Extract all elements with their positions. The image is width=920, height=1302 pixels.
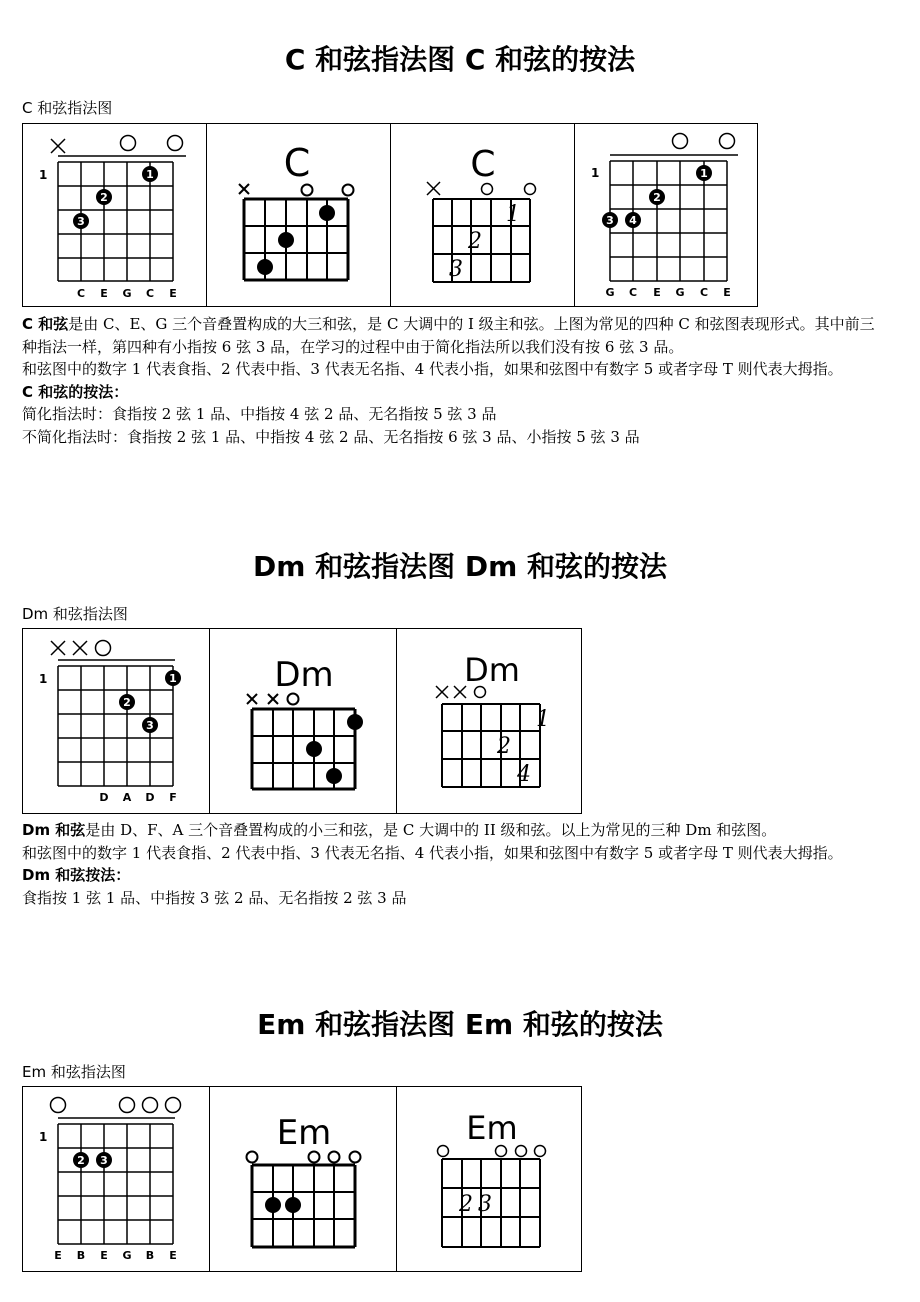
- chord-diagram-c-3: [391, 124, 575, 306]
- note-label: B: [145, 1249, 155, 1262]
- note-label: E: [100, 1249, 108, 1262]
- chord-diagram-dm-2: [210, 629, 397, 813]
- chord-diagram-c-4: [575, 124, 758, 306]
- note-label: C: [628, 286, 638, 299]
- chart-label-em: Em 和弦指法图: [22, 1063, 126, 1081]
- bold-term: C 和弦: [22, 315, 69, 333]
- finger-number: 2: [459, 1192, 473, 1217]
- note-label: F: [169, 791, 177, 804]
- chord-diagrams-dm: [22, 628, 582, 814]
- chord-diagram-em-1: [23, 1087, 210, 1271]
- svg-text:2: 2: [653, 191, 661, 204]
- chart-label-c: C 和弦指法图: [22, 99, 113, 117]
- note-label: E: [54, 1249, 62, 1262]
- note-label: G: [675, 286, 685, 299]
- chord-name: Dm: [274, 655, 334, 695]
- paragraph: 不简化指法时：食指按 2 弦 1 品、中指按 4 弦 2 品、无名指按 6 弦 3 品、小指按 5 弦 3 品: [22, 427, 640, 446]
- paragraph-heading: Dm 和弦按法：: [22, 866, 131, 884]
- chord-grid: [397, 1087, 581, 1271]
- body-text-dm: [22, 819, 882, 909]
- note-label: D: [99, 791, 109, 804]
- note-label: E: [169, 287, 177, 300]
- paragraph: [22, 819, 882, 842]
- fret-number: 1: [39, 672, 48, 686]
- svg-text:2: 2: [123, 696, 131, 709]
- paragraph: 简化指法时：食指按 2 弦 1 品、中指按 4 弦 2 品、无名指按 5 弦 3 品: [22, 405, 497, 423]
- note-label: E: [723, 286, 731, 299]
- note-label: G: [122, 287, 132, 300]
- body-text-c: [22, 313, 882, 448]
- paragraph-text: 是由 C、E、G 三个音叠置构成的大三和弦，是 C 大调中的 I 级主和弦。上图为常见的四种 C 和弦图表现形式。其中前三种指法一样，第四种有小指按 6 弦 3 品，在学习的过程中由于简化指法所以我们没有按 6 弦 3 品。: [22, 315, 875, 356]
- chord-diagram-c-1: [23, 124, 207, 306]
- svg-text:1: 1: [700, 167, 708, 180]
- note-label: E: [100, 287, 108, 300]
- svg-text:1: 1: [169, 672, 177, 685]
- chord-diagrams-c: [22, 123, 758, 307]
- finger-number: 2: [468, 229, 482, 254]
- paragraph-text: 是由 D、F、A 三个音叠置构成的小三和弦，是 C 大调中的 II 级和弦。以上为常见的三种 Dm 和弦图。: [85, 821, 777, 839]
- chart-label-dm: Dm 和弦指法图: [22, 605, 128, 623]
- section-title-c: C 和弦指法图 C 和弦的按法: [284, 43, 636, 76]
- bold-term: Dm 和弦: [22, 821, 86, 839]
- paragraph-heading: C 和弦的按法：: [22, 382, 129, 401]
- svg-text:1: 1: [146, 168, 154, 181]
- chord-grid: [23, 124, 206, 306]
- chord-grid: [397, 629, 581, 813]
- svg-text:2: 2: [100, 191, 108, 204]
- chord-grid: [210, 629, 396, 813]
- paragraph: 和弦图中的数字 1 代表食指、2 代表中指、3 代表无名指、4 代表小指，如果和弦图中有数字 5 或者字母 T 则代表大拇指。: [22, 360, 843, 378]
- svg-text:3: 3: [100, 1154, 108, 1167]
- note-label: C: [145, 287, 155, 300]
- chord-grid: [23, 1087, 209, 1271]
- chord-name: Em: [466, 1109, 518, 1147]
- note-label: D: [145, 791, 155, 804]
- chord-name: C: [283, 141, 311, 185]
- svg-text:3: 3: [606, 214, 614, 227]
- section-title-em: Em 和弦指法图 Em 和弦的按法: [257, 1008, 663, 1041]
- note-label: E: [169, 1249, 177, 1262]
- svg-text:3: 3: [146, 719, 154, 732]
- finger-number: 1: [536, 707, 550, 732]
- paragraph: [22, 313, 882, 358]
- chord-grid: [391, 124, 574, 306]
- chord-diagrams-em: [22, 1086, 582, 1272]
- chord-name: C: [470, 144, 496, 185]
- paragraph: 和弦图中的数字 1 代表食指、2 代表中指、3 代表无名指、4 代表小指，如果和弦图中有数字 5 或者字母 T 则代表大拇指。: [22, 843, 843, 862]
- finger-number: 4: [517, 762, 531, 787]
- svg-text:2: 2: [77, 1154, 85, 1167]
- chord-name: Em: [276, 1113, 332, 1153]
- finger-number: 3: [449, 257, 463, 282]
- chord-diagram-em-3: [397, 1087, 581, 1271]
- note-label: B: [76, 1249, 86, 1262]
- note-label: A: [122, 791, 132, 804]
- note-label: C: [699, 286, 709, 299]
- svg-text:3: 3: [77, 215, 85, 228]
- chord-diagram-dm-3: [397, 629, 581, 813]
- fret-number: 1: [39, 168, 48, 182]
- paragraph: 食指按 1 弦 1 品、中指按 3 弦 2 品、无名指按 2 弦 3 品: [22, 888, 407, 907]
- chord-diagram-c-2: [207, 124, 391, 306]
- fret-number: 1: [39, 1130, 48, 1144]
- note-label: E: [653, 286, 661, 299]
- section-title-dm: Dm 和弦指法图 Dm 和弦的按法: [252, 550, 668, 583]
- finger-number: 1: [506, 202, 520, 227]
- finger-number: 3: [478, 1192, 492, 1217]
- chord-grid: [575, 124, 758, 306]
- chord-grid: [23, 629, 209, 813]
- note-label: G: [122, 1249, 132, 1262]
- fret-number: 1: [591, 166, 600, 180]
- chord-grid: [207, 124, 390, 306]
- chord-diagram-dm-1: [23, 629, 210, 813]
- chord-diagram-em-2: [210, 1087, 397, 1271]
- chord-name: Dm: [464, 651, 520, 689]
- svg-text:4: 4: [629, 214, 637, 227]
- finger-number: 2: [497, 734, 511, 759]
- note-label: G: [605, 286, 615, 299]
- note-label: C: [76, 287, 86, 300]
- chord-grid: [210, 1087, 396, 1271]
